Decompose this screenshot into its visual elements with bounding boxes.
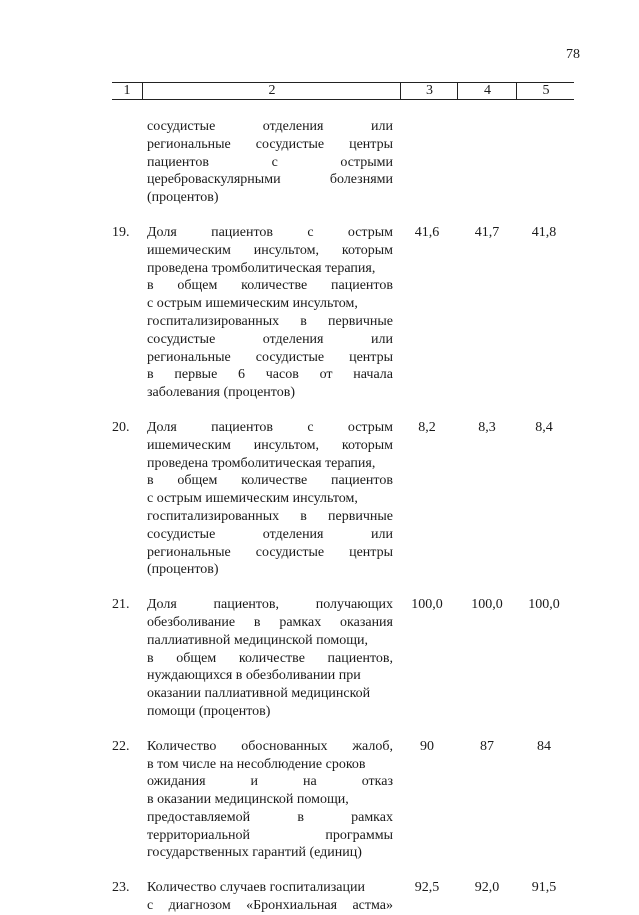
row-description xyxy=(147,419,393,579)
description-word: Доля xyxy=(147,224,177,240)
description-word: «Бронхиальная xyxy=(246,898,338,914)
description-word: в xyxy=(147,650,154,666)
row-description xyxy=(147,596,393,721)
description-word: которым xyxy=(341,242,393,258)
description-word: сосудистые xyxy=(147,119,216,134)
description-word: общем xyxy=(176,650,217,666)
column-header-2: 2 xyxy=(142,83,401,99)
description-word: с xyxy=(307,224,314,240)
table-body xyxy=(0,118,639,915)
description-word: сосудистые xyxy=(255,544,325,560)
description-line xyxy=(147,171,393,189)
description-word: сосудистые xyxy=(255,349,325,365)
description-line xyxy=(147,526,393,544)
description-word: проведена тромболитическая терапия, xyxy=(147,260,376,276)
description-word: рамках xyxy=(351,809,393,825)
row-number: 20. xyxy=(112,419,130,435)
table-row xyxy=(0,224,639,402)
value-cell-4: 87 xyxy=(480,738,494,754)
description-word: с xyxy=(271,154,278,170)
row-number: 21. xyxy=(112,597,130,613)
row-description xyxy=(147,738,393,863)
description-word: госпитализированных xyxy=(147,313,280,329)
description-word: программы xyxy=(325,827,393,843)
description-word: ожидания xyxy=(147,774,206,790)
table-row xyxy=(0,879,639,915)
description-word: региональные xyxy=(147,349,231,365)
description-word: острыми xyxy=(340,154,393,170)
description-word: (процентов) xyxy=(147,562,219,578)
description-word: сосудистые xyxy=(147,331,216,347)
description-line xyxy=(147,455,393,473)
description-line xyxy=(147,295,393,313)
description-word: отказ xyxy=(361,774,393,790)
description-word: общем xyxy=(177,473,218,489)
description-line xyxy=(147,844,393,862)
column-header-3: 3 xyxy=(400,83,458,99)
description-word: количестве xyxy=(238,650,305,666)
description-line xyxy=(147,508,393,526)
description-line xyxy=(147,827,393,845)
description-word: государственных гарантий (единиц) xyxy=(147,845,362,861)
description-word: оказания xyxy=(340,614,393,630)
description-line xyxy=(147,136,393,154)
description-word: ишемическим xyxy=(147,437,231,453)
page-number: 78 xyxy=(566,47,580,62)
value-cell-4: 41,7 xyxy=(474,224,500,240)
description-line xyxy=(147,366,393,384)
description-line xyxy=(147,791,393,809)
description-word: в xyxy=(147,367,154,383)
value-cell-5: 91,5 xyxy=(531,880,557,896)
description-word: предоставляемой xyxy=(147,809,251,825)
description-line xyxy=(147,260,393,278)
value-cell-3: 92,5 xyxy=(414,880,440,896)
description-word: Доля xyxy=(147,419,177,435)
description-line xyxy=(147,773,393,791)
description-line xyxy=(147,703,393,721)
description-word: пациентов xyxy=(331,278,393,294)
description-word: в xyxy=(297,809,304,825)
description-word: или xyxy=(371,119,393,134)
row-description xyxy=(147,224,393,402)
value-cell-3: 90 xyxy=(420,738,434,754)
description-word: нуждающихся в обезболивании при xyxy=(147,668,361,684)
description-word: часов xyxy=(265,367,299,383)
value-cell-5: 100,0 xyxy=(528,597,560,613)
description-word: пациентов xyxy=(211,419,274,435)
description-word: инсультом, xyxy=(253,242,319,258)
description-word: от xyxy=(319,367,333,383)
description-word: острым xyxy=(347,419,393,435)
description-word: территориальной xyxy=(147,827,250,843)
description-line xyxy=(147,544,393,562)
description-word: первичные xyxy=(328,313,393,329)
description-word: инсультом, xyxy=(253,437,319,453)
description-word: или xyxy=(371,526,393,542)
description-word: рамках xyxy=(279,614,322,630)
description-word: болезнями xyxy=(329,172,393,188)
description-line xyxy=(147,561,393,579)
description-word: Количество случаев госпитализации xyxy=(147,880,365,896)
description-word: с острым ишемическим инсультом, xyxy=(147,296,358,312)
description-word: с xyxy=(147,898,154,914)
value-cell-4: 8,3 xyxy=(478,419,496,435)
value-cell-5: 84 xyxy=(537,738,551,754)
table-row xyxy=(0,118,639,207)
value-cell-5: 8,4 xyxy=(535,419,553,435)
description-line xyxy=(147,277,393,295)
description-word: отделения xyxy=(262,526,324,542)
row-description xyxy=(147,118,393,207)
description-word: получающих xyxy=(315,597,393,613)
description-word: ишемическим xyxy=(147,242,231,258)
description-word: пациентов xyxy=(331,473,393,489)
description-line xyxy=(147,667,393,685)
description-word: отделения xyxy=(262,119,324,134)
description-line xyxy=(147,118,393,136)
description-word: цереброваскулярными xyxy=(147,172,281,188)
description-word: с острым ишемическим инсультом, xyxy=(147,491,358,507)
description-line xyxy=(147,154,393,172)
column-header-4: 4 xyxy=(457,83,517,99)
row-number: 22. xyxy=(112,738,130,754)
description-word: пациентов, xyxy=(327,650,393,666)
row-number: 19. xyxy=(112,224,130,240)
description-line xyxy=(147,596,393,614)
description-word: первичные xyxy=(328,508,393,524)
description-word: и xyxy=(250,774,259,790)
description-line xyxy=(147,490,393,508)
value-cell-3: 41,6 xyxy=(414,224,440,240)
row-number: 23. xyxy=(112,880,130,896)
description-word: в xyxy=(300,313,307,329)
description-word: в том числе на несоблюдение сроков xyxy=(147,756,366,772)
description-word: 6 xyxy=(238,367,246,383)
description-word: Количество xyxy=(147,738,217,754)
description-word: отделения xyxy=(262,331,324,347)
description-word: пациентов, xyxy=(213,597,279,613)
description-line xyxy=(147,419,393,437)
description-line xyxy=(147,384,393,402)
description-line xyxy=(147,614,393,632)
description-line xyxy=(147,313,393,331)
description-word: или xyxy=(371,331,393,347)
table-header-row xyxy=(112,82,574,100)
description-line xyxy=(147,685,393,703)
description-word: центры xyxy=(349,349,393,365)
table-row xyxy=(0,419,639,579)
description-word: сосудистые xyxy=(255,136,325,152)
description-word: обоснованных xyxy=(241,738,328,754)
description-word: госпитализированных xyxy=(147,508,280,524)
description-word: региональные xyxy=(147,544,231,560)
description-line xyxy=(147,632,393,650)
column-header-1: 1 xyxy=(123,83,131,98)
description-word: помощи (процентов) xyxy=(147,703,271,719)
description-line xyxy=(147,189,393,207)
description-word: центры xyxy=(349,136,393,152)
description-word: центры xyxy=(349,544,393,560)
description-line xyxy=(147,349,393,367)
description-line xyxy=(147,897,393,915)
description-line xyxy=(147,224,393,242)
description-word: острым xyxy=(347,224,393,240)
description-line xyxy=(147,809,393,827)
description-line xyxy=(147,437,393,455)
description-word: начала xyxy=(353,367,393,383)
value-cell-3: 100,0 xyxy=(411,597,443,613)
description-line xyxy=(147,331,393,349)
description-line xyxy=(147,738,393,756)
table-row xyxy=(0,596,639,721)
table-row xyxy=(0,738,639,863)
description-line xyxy=(147,242,393,260)
description-word: с xyxy=(307,419,314,435)
description-word: на xyxy=(303,774,317,790)
description-line xyxy=(147,650,393,668)
description-word: в xyxy=(147,278,154,294)
description-word: количестве xyxy=(241,278,308,294)
description-word: количестве xyxy=(241,473,308,489)
value-cell-4: 92,0 xyxy=(474,880,500,896)
description-word: паллиативной медицинской помощи, xyxy=(147,632,368,648)
description-word: первые xyxy=(174,367,218,383)
description-word: оказании паллиативной медицинской xyxy=(147,686,371,702)
description-word: жалоб, xyxy=(352,738,393,754)
description-line xyxy=(147,756,393,774)
description-word: общем xyxy=(177,278,218,294)
description-word: в xyxy=(253,614,261,630)
description-word: пациентов xyxy=(211,224,274,240)
description-word: обезболивание xyxy=(147,614,236,630)
description-word: в xyxy=(147,473,154,489)
description-word: заболевания (процентов) xyxy=(147,385,296,401)
description-word: астма» xyxy=(352,898,393,914)
description-word: проведена тромболитическая терапия, xyxy=(147,455,376,471)
description-word: сосудистые xyxy=(147,526,216,542)
description-word: пациентов xyxy=(147,154,209,170)
row-description xyxy=(147,879,393,915)
column-header-5: 5 xyxy=(516,83,575,99)
description-word: Доля xyxy=(147,597,177,613)
description-word: региональные xyxy=(147,136,231,152)
description-word: которым xyxy=(341,437,393,453)
description-line xyxy=(147,472,393,490)
description-word: диагнозом xyxy=(168,898,231,914)
description-word: в xyxy=(300,508,307,524)
value-cell-3: 8,2 xyxy=(418,419,436,435)
value-cell-5: 41,8 xyxy=(531,224,557,240)
description-word: в оказании медицинской помощи, xyxy=(147,792,349,808)
description-line xyxy=(147,879,393,897)
value-cell-4: 100,0 xyxy=(471,597,503,613)
description-word: (процентов) xyxy=(147,190,219,206)
